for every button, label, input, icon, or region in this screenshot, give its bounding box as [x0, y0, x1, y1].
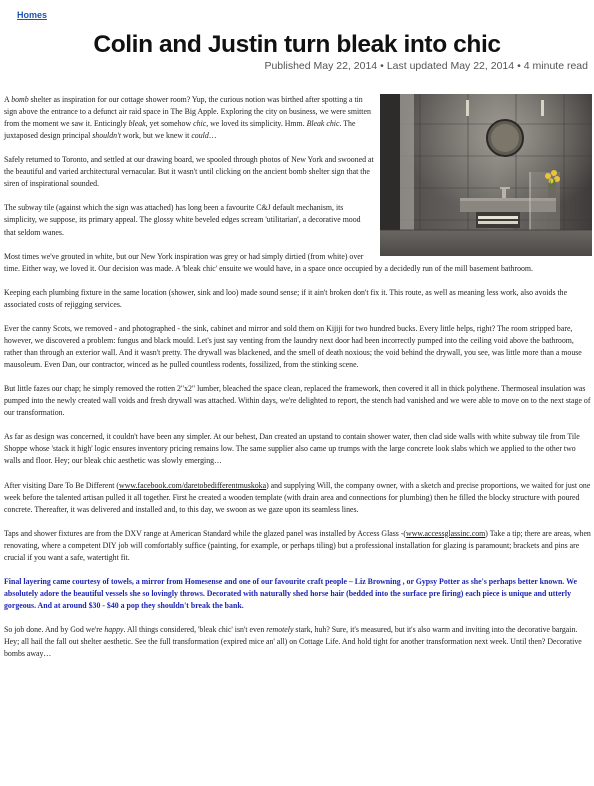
published-date: Published May 22, 2014: [264, 60, 378, 72]
updated-date: Last updated May 22, 2014: [386, 60, 515, 72]
access-glass-link[interactable]: www.accessglassinc.com: [406, 528, 486, 538]
paragraph-1: A bomb shelter as inspiration for our cottage shower room? Yup, the curious notion was birthed after spotting a tin sign above the entrance to a defunct air raid space in The Big Apple. Exploring the city on business, we were smitten from the moment we saw it. Enticingly bleak, yet somehow chic, we loved its simplicity. Hmm. Bleak chic. The juxtaposed design principal shouldn't work, but we knew it could…: [4, 95, 371, 141]
article-meta: [264, 60, 588, 72]
breadcrumb-homes-link[interactable]: Homes: [17, 10, 48, 20]
paragraph-7: But little fazes our chap; he simply removed the rotten 2"x2" lumber, bleached the space clean, replaced the framework, then covered it all in thick polythene. Thermoseal insulation was pumped into the newly created wall voids and fresh drywall was attached. Within days, we're delighted to report, the stench had vanished and we were able to move on to the next stage of our transformation.: [4, 384, 591, 418]
paragraph-6: Ever the canny Scots, we removed - and photographed - the sink, cabinet and mirror and sold them on Kijiji for two hundred bucks. Every little helps, right? The room stripped bare, however, we discovered a problem: fungus and black mould. Let's just say venting from the laundry next door had been incorrectly pumped into the ceiling void above the bathroom, rather than through an exterior wall. And it wasn't pretty. The drywall was blackened, and the smell of death noxious; the void behind the drywall, you see, was little more than a mouse mausoleum. Even Dan, our contractor, winced as he pulled countless rodents, fossilized, from the stinking scene.: [4, 323, 582, 370]
article-body: [4, 94, 592, 672]
meta-separator: •: [380, 60, 384, 72]
paragraph-12: So job done. And by God we're happy. All things considered, 'bleak chic' isn't even remotely stark, huh? Sure, it's measured, but it's also warm and inviting into the decorative bargain. Hey; all hail the fall out shelter aesthetic. See the full transformation (expired mice an' all) on Cottage Life. And hold tight for another transformation next week. Until then? Decorative bombs away…: [4, 625, 582, 659]
paragraph-10: Taps and shower fixtures are from the DXV range at American Standard while the glazed panel was installed by Access Glass -(www.accessglassinc.com) Take a tip; there are areas, when renovating, where a competent DIY job will comfortably suffice (painting, for example, or perhaps tiling) but a professional installation for glazing is paramount; brackets and pins are crucial if you want a safe, watertight fit.: [4, 528, 591, 562]
article-title: Colin and Justin turn bleak into chic: [93, 31, 501, 58]
paragraph-11-highlight: Final layering came courtesy of towels, a mirror from Homesense and one of our favourite craft people – Liz Browning , or Gypsy Potter as she's perhaps better known. We absolutely adore the beautiful vessels she so lovingly throws. Decorated with naturally shed horse hair (bedded into the surface pre firing) each piece is unique and utterly gorgeous. And at around $30 - $40 a pop they shouldn't break the bank.: [4, 576, 577, 610]
paragraph-3: The subway tile (against which the sign was attached) has long been a favourite C&J default mechanism, its simplicity, we suppose, its primary appeal. The glossy white beveled edges scream 'utilitarian', a decorative mood that seldom wanes.: [4, 203, 361, 237]
facebook-link[interactable]: www.facebook.com/daretobedifferentmuskoka: [119, 480, 267, 490]
read-time: 4 minute read: [523, 60, 588, 72]
paragraph-8: As far as design was concerned, it couldn't have been any simpler. At our behest, Dan created an upstand to contain shower water, then clad side walls with white subway tile from Tile Shoppe whose 'stack it high' logic ensures inventory pricing remains low. The same supplier also came up trumps with the large concrete look slabs which we applied to the other two walls and floor. Hey; our bleak chic aesthetic was slowly emerging…: [4, 432, 580, 466]
bathroom-photo: [380, 94, 592, 256]
paragraph-5: Keeping each plumbing fixture in the same location (shower, sink and loo) made sound sense; if it ain't broken don't fix it. This route, as well as meaning less work, also avoids the associated costs of rejigging services.: [4, 287, 568, 309]
paragraph-4: Most times we've grouted in white, but our New York inspiration was grey or had simply dirtied (from white) over time. Either way, we loved it. Our decision was made. A 'bleak chic' ensuite we would have, in a space once occupied by a decidedly run of the mill basement bathroom.: [4, 251, 533, 273]
paragraph-9: After visiting Dare To Be Different (www.facebook.com/daretobedifferentmuskoka) and supplying Will, the company owner, with a sketch and precise proportions, we waited for just one week before the talented artisan pulled it all together. First he created a wooden template (with drain area and connections for plumbing) then he filled the blocky structure with poured concrete. Thereafter, it was delivered and installed and, to this day, we swoon as we gaze upon its seamless lines.: [4, 480, 591, 514]
paragraph-2: Safely returned to Toronto, and settled at our drawing board, we spooled through photos of New York and swooned at the beautiful and varied architectural vernacular. But it wasn't until clicking on the ancient bomb shelter sign that the siren of inspirational sounded.: [4, 155, 374, 189]
meta-separator: •: [517, 60, 521, 72]
